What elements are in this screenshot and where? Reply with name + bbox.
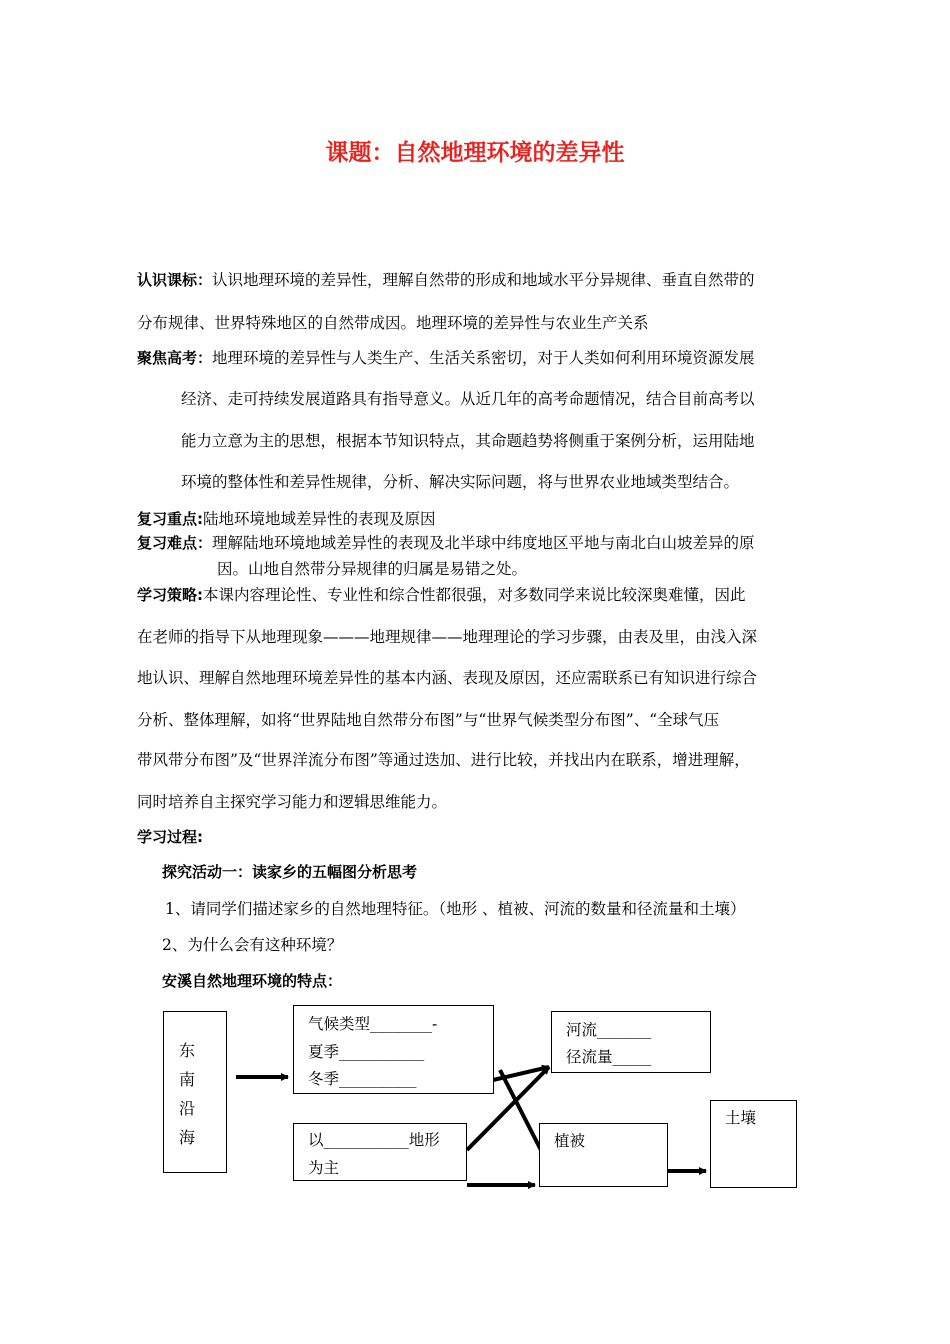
exam-focus-line-2: 经济、走可持续发展道路具有指导意义。从近几年的高考命题情况，结合目前高考以 bbox=[181, 390, 755, 408]
strategy-text-1: 本课内容理论性、专业性和综合性都很强，对多数同学来说比较深奥难懂，因此 bbox=[203, 586, 746, 604]
review-difficulty-label: 复习难点： bbox=[137, 534, 213, 552]
review-key-text: 陆地环境地域差异性的表现及原因 bbox=[203, 510, 436, 528]
exam-focus-label: 聚焦高考： bbox=[137, 349, 213, 367]
exam-focus-line-4: 环境的整体性和差异性规律，分析、解决实际问题，将与世界农业地域类型结合。 bbox=[181, 473, 740, 491]
strategy-line-3: 地认识、理解自然地理环境差异性的基本内涵、表现及原因，还应需联系已有知识进行综合 bbox=[137, 669, 758, 687]
soil-label: 土壤 bbox=[725, 1109, 757, 1127]
vegetation-label: 植被 bbox=[554, 1132, 586, 1150]
question-1: 1、请同学们描述家乡的自然地理特征。（地形 、植被、河流的数量和径流量和土壤） bbox=[165, 900, 746, 918]
strategy-line-5: 带风带分布图”及“世界洋流分布图”等通过迭加、进行比较，并找出内在联系，增进理解， bbox=[137, 751, 750, 769]
review-difficulty-line-2: 因。山地自然带分异规律的归属是易错之处。 bbox=[217, 560, 528, 578]
exam-focus-text-1: 地理环境的差异性与人类生产、生活关系密切，对于人类如何利用环境资源发展 bbox=[212, 349, 755, 367]
review-key-label: 复习重点: bbox=[137, 510, 203, 528]
process-label: 学习过程: bbox=[137, 828, 203, 846]
terrain-main-label: 为主 bbox=[308, 1159, 340, 1177]
exam-focus-line-3: 能力立意为主的思想，根据本节知识特点，其命题趋势将侧重于案例分析，运用陆地 bbox=[181, 432, 755, 450]
location-char-4: 海 bbox=[178, 1128, 195, 1147]
summer-field: 夏季___________ bbox=[308, 1043, 425, 1061]
vegetation-box bbox=[539, 1123, 668, 1187]
strategy-line-6: 同时培养自主探究学习能力和逻辑思维能力。 bbox=[137, 793, 448, 811]
strategy-line-2: 在老师的指导下从地理现象———地理规律——地理理论的学习步骤，由表及里，由浅入深 bbox=[137, 628, 758, 646]
activity-title: 探究活动一：读家乡的五幅图分析思考 bbox=[162, 863, 418, 881]
standards-text-1: 认识地理环境的差异性，理解自然带的形成和地域水平分异规律、垂直自然带的 bbox=[212, 271, 755, 289]
river-field: 河流_______ bbox=[566, 1021, 652, 1039]
climate-box bbox=[293, 1005, 494, 1094]
soil-box bbox=[710, 1100, 797, 1188]
features-title: 安溪自然地理环境的特点： bbox=[162, 972, 343, 990]
runoff-field: 径流量_____ bbox=[566, 1048, 652, 1066]
location-char-2: 南 bbox=[178, 1070, 195, 1089]
question-2: 2、为什么会有这种环境？ bbox=[162, 936, 343, 954]
terrain-field: 以___________地形 bbox=[308, 1131, 440, 1149]
terrain-box bbox=[293, 1123, 467, 1181]
standards-label: 认识课标： bbox=[137, 271, 213, 289]
climate-type-field: 气候类型________- bbox=[308, 1015, 438, 1033]
page-title: 课题：自然地理环境的差异性 bbox=[325, 140, 625, 166]
location-box bbox=[163, 1011, 227, 1173]
review-difficulty-text-1: 理解陆地环境地域差异性的表现及北半球中纬度地区平地与南北白山坡差异的原 bbox=[212, 534, 755, 552]
location-char-3: 沿 bbox=[178, 1099, 195, 1118]
strategy-label: 学习策略: bbox=[137, 586, 203, 604]
river-box bbox=[551, 1011, 711, 1073]
standards-line-2: 分布规律、世界特殊地区的自然带成因。地理环境的差异性与农业生产关系 bbox=[137, 314, 649, 332]
strategy-line-4: 分析、整体理解，如将“世界陆地自然带分布图”与“世界气候类型分布图”、“全球气压 bbox=[137, 711, 720, 729]
winter-field: 冬季__________ bbox=[308, 1070, 417, 1088]
location-char-1: 东 bbox=[178, 1041, 195, 1060]
